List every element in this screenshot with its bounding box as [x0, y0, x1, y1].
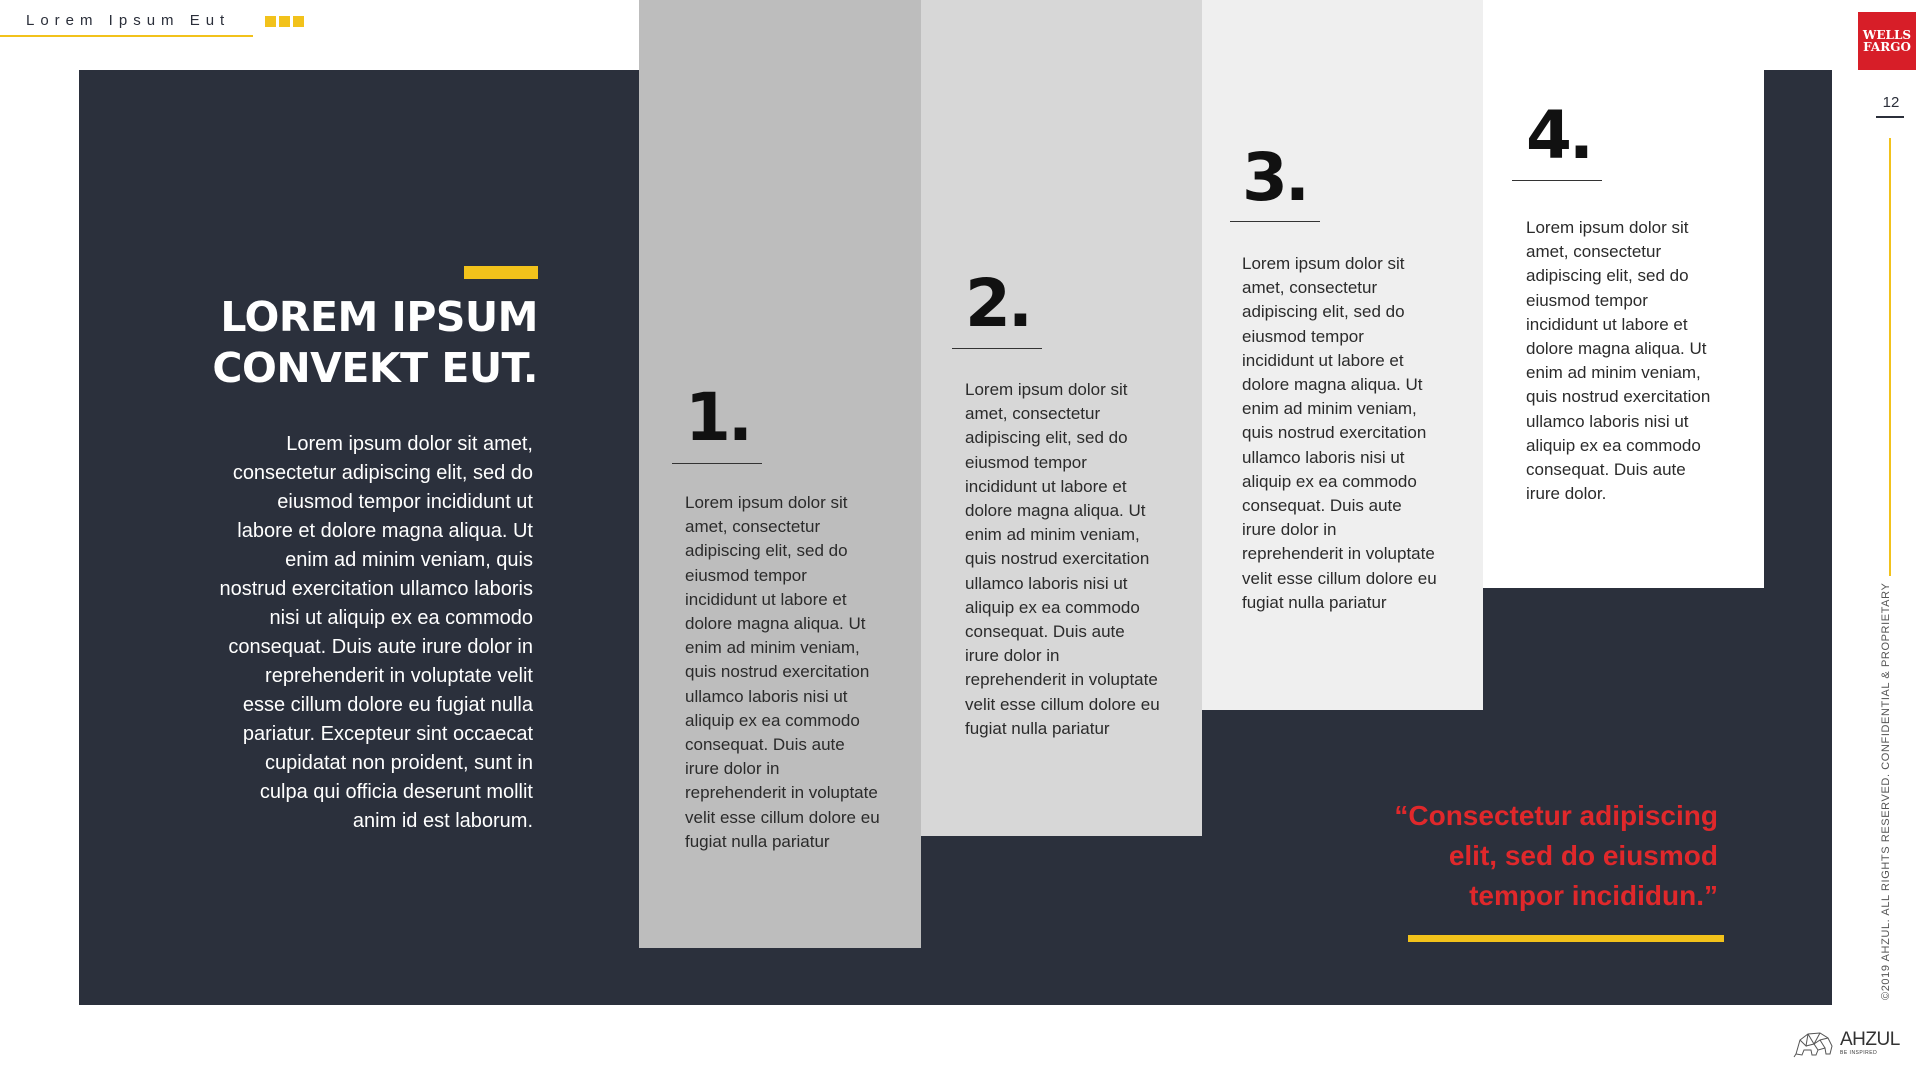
step-column-4: [1483, 0, 1764, 588]
page-title-line-1: LOREM IPSUM: [220, 293, 538, 341]
step-column-2: [921, 0, 1202, 836]
side-accent-line: [1889, 138, 1891, 576]
step-number-3: 3.: [1242, 139, 1307, 216]
heading-accent-bar: [464, 266, 538, 279]
step-column-1: [639, 0, 921, 948]
header-squares-decoration: [265, 16, 304, 27]
step-text-3: Lorem ipsum dolor sit amet, consectetur adipiscing elit, sed do eiusmod tempor incididunt ut labore et dolore magna aliqua. Ut enim ad minim veniam, quis nostrud exercitation ullamco laboris nisi ut aliquip ex ea commodo consequat. Duis aute irure dolor in reprehenderit in voluptate velit esse cillum dolore eu fugiat nulla pariatur: [1242, 254, 1437, 612]
ahzul-footer-logo: [1792, 1028, 1900, 1058]
copyright-notice: ©2019 AHZUL. ALL RIGHTS RESERVED. CONFIDENTIAL & PROPRIETARY: [1880, 582, 1892, 1000]
step-rule-3: [1230, 221, 1320, 222]
step-number-1: 1.: [685, 379, 750, 456]
slide-section-title: Lorem Ipsum Eut: [26, 12, 231, 29]
elephant-outline-icon: [1792, 1028, 1836, 1058]
logo-line-2: FARGO: [1863, 40, 1911, 54]
footer-brand-name: AHZUL: [1840, 1029, 1900, 1050]
pull-quote: “Consectetur adipiscing elit, sed do eiusmod tempor incididun.”: [1394, 800, 1718, 911]
step-text-2: Lorem ipsum dolor sit amet, consectetur adipiscing elit, sed do eiusmod tempor incididunt ut labore et dolore magna aliqua. Ut enim ad minim veniam, quis nostrud exercitation ullamco laboris nisi ut aliquip ex ea commodo consequat. Duis aute irure dolor in reprehenderit in voluptate velit esse cillum dolore eu fugiat nulla pariatur: [965, 380, 1160, 738]
step-rule-2: [952, 348, 1042, 349]
page-number-underline: [1876, 116, 1904, 118]
intro-paragraph: Lorem ipsum dolor sit amet, consectetur adipiscing elit, sed do eiusmod tempor incididunt ut labore et dolore magna aliqua. Ut enim ad minim veniam, quis nostrud exercitation ullamco laboris nisi ut aliquip ex ea commodo consequat. Duis aute irure dolor in reprehenderit in voluptate velit esse cillum dolore eu fugiat nulla pariatur. Excepteur sint occaecat cupidatat non proident, sunt in culpa qui officia deserunt mollit anim id est laborum.: [219, 433, 533, 832]
step-rule-1: [672, 463, 762, 464]
step-number-2: 2.: [965, 265, 1030, 342]
footer-tagline: BE INSPIRED: [1840, 1050, 1878, 1056]
logo-line-1: WELLS: [1862, 28, 1912, 42]
step-text-1: Lorem ipsum dolor sit amet, consectetur adipiscing elit, sed do eiusmod tempor incididunt ut labore et dolore magna aliqua. Ut enim ad minim veniam, quis nostrud exercitation ullamco laboris nisi ut aliquip ex ea commodo consequat. Duis aute irure dolor in reprehenderit in voluptate velit esse cillum dolore eu fugiat nulla pariatur: [685, 493, 880, 851]
step-number-4: 4.: [1526, 97, 1591, 174]
page-title-line-2: CONVEKT EUT.: [212, 344, 538, 392]
wells-fargo-logo: [1858, 12, 1916, 70]
quote-accent-bar: [1408, 935, 1724, 942]
step-rule-4: [1512, 180, 1602, 181]
page-title: [150, 292, 538, 394]
step-text-4: Lorem ipsum dolor sit amet, consectetur adipiscing elit, sed do eiusmod tempor incididunt ut labore et dolore magna aliqua. Ut enim ad minim veniam, quis nostrud exercitation ullamco laboris nisi ut aliquip ex ea commodo consequat. Duis aute irure dolor.: [1526, 218, 1711, 504]
step-column-3: [1202, 0, 1483, 710]
header-underline: [0, 35, 253, 37]
page-number: 12: [1882, 94, 1900, 111]
